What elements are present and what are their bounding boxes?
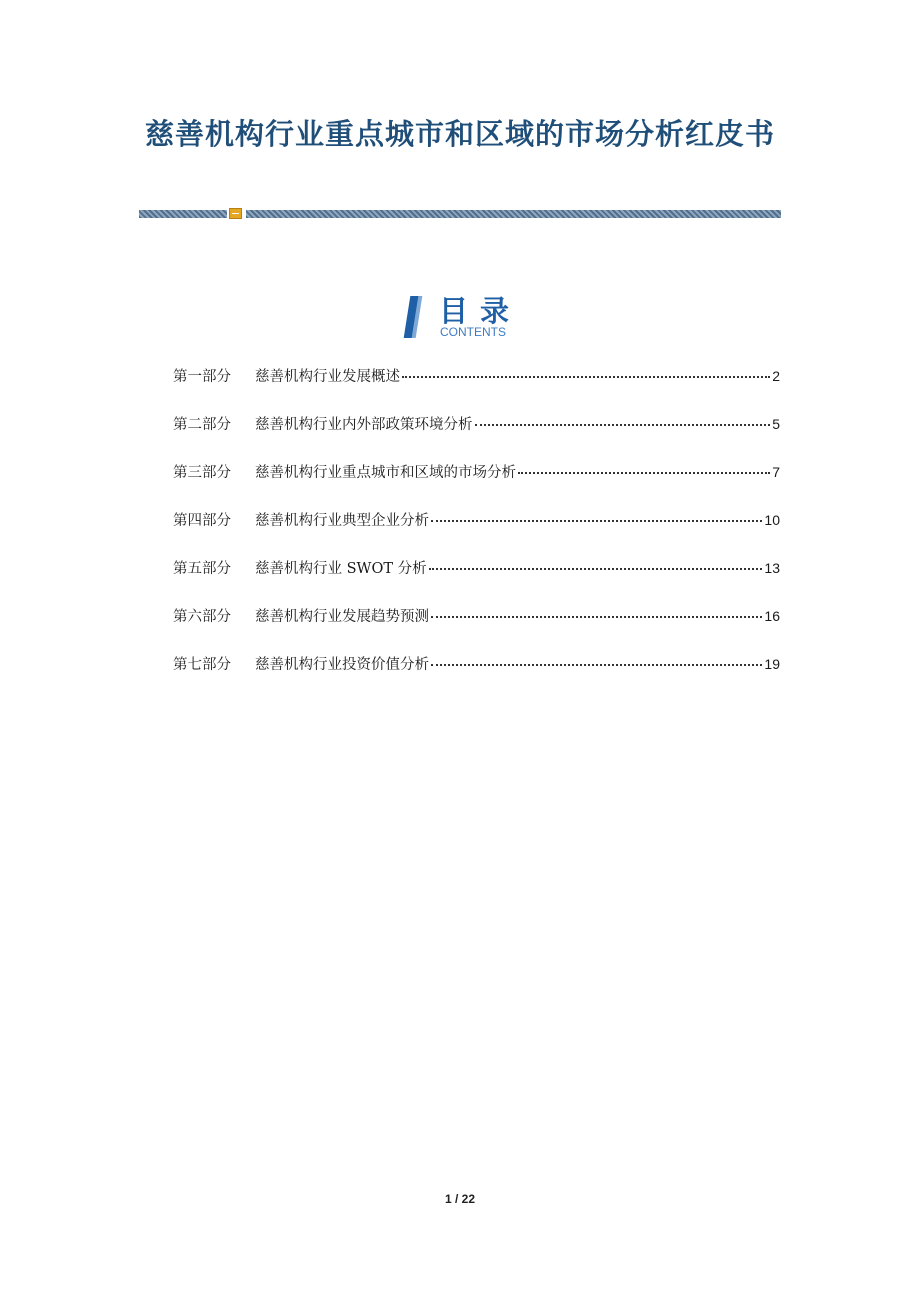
toc-entry-part: 第四部分 xyxy=(173,513,231,529)
toc-dot-leader xyxy=(475,423,771,426)
toc-dot-leader xyxy=(431,615,762,618)
toc-entry-page: 16 xyxy=(764,608,780,624)
toc-dot-leader xyxy=(429,567,763,570)
toc-entry[interactable] xyxy=(173,653,780,677)
toc-entry[interactable] xyxy=(173,509,780,533)
toc-list xyxy=(173,365,780,701)
toc-entry-page: 5 xyxy=(772,416,780,432)
divider-ornament-icon xyxy=(229,208,242,219)
toc-entry-text: 慈善机构行业内外部政策环境分析 xyxy=(255,417,473,433)
toc-entry-text: 慈善机构行业发展概述 xyxy=(255,369,400,385)
toc-entry-text: 慈善机构行业典型企业分析 xyxy=(255,513,429,529)
toc-dot-leader xyxy=(518,471,770,474)
toc-entry-page: 19 xyxy=(764,656,780,672)
document-title: 慈善机构行业重点城市和区域的市场分析红皮书 xyxy=(144,117,775,151)
toc-entry-text: 慈善机构行业重点城市和区域的市场分析 xyxy=(255,465,516,481)
toc-entry-page: 2 xyxy=(772,368,780,384)
toc-entry[interactable] xyxy=(173,557,780,581)
toc-entry-page: 7 xyxy=(772,464,780,480)
toc-entry[interactable] xyxy=(173,365,780,389)
divider-left-segment xyxy=(139,210,227,218)
toc-entry-page: 10 xyxy=(764,512,780,528)
toc-dot-leader xyxy=(431,519,762,522)
toc-heading xyxy=(405,293,525,341)
toc-bar-icon xyxy=(404,296,422,338)
title-divider xyxy=(139,207,781,221)
toc-dot-leader xyxy=(402,375,770,378)
toc-entry-text: 慈善机构行业发展趋势预测 xyxy=(255,609,429,625)
toc-entry[interactable] xyxy=(173,605,780,629)
toc-entry[interactable] xyxy=(173,461,780,485)
toc-entry-part: 第一部分 xyxy=(173,369,231,385)
divider-right-segment xyxy=(246,210,781,218)
toc-entry-part: 第二部分 xyxy=(173,417,231,433)
toc-entry-part: 第七部分 xyxy=(173,657,231,673)
toc-entry-part: 第六部分 xyxy=(173,609,231,625)
toc-entry-page: 13 xyxy=(764,560,780,576)
toc-entry[interactable] xyxy=(173,413,780,437)
toc-title: 目录 xyxy=(439,294,522,328)
toc-entry-text: 慈善机构行业 SWOT 分析 xyxy=(255,561,427,577)
toc-subtitle: CONTENTS xyxy=(440,325,506,339)
page-number: 1 / 22 xyxy=(444,1192,476,1206)
toc-dot-leader xyxy=(431,663,762,666)
toc-entry-part: 第三部分 xyxy=(173,465,231,481)
toc-entry-part: 第五部分 xyxy=(173,561,231,577)
toc-entry-text: 慈善机构行业投资价值分析 xyxy=(255,657,429,673)
